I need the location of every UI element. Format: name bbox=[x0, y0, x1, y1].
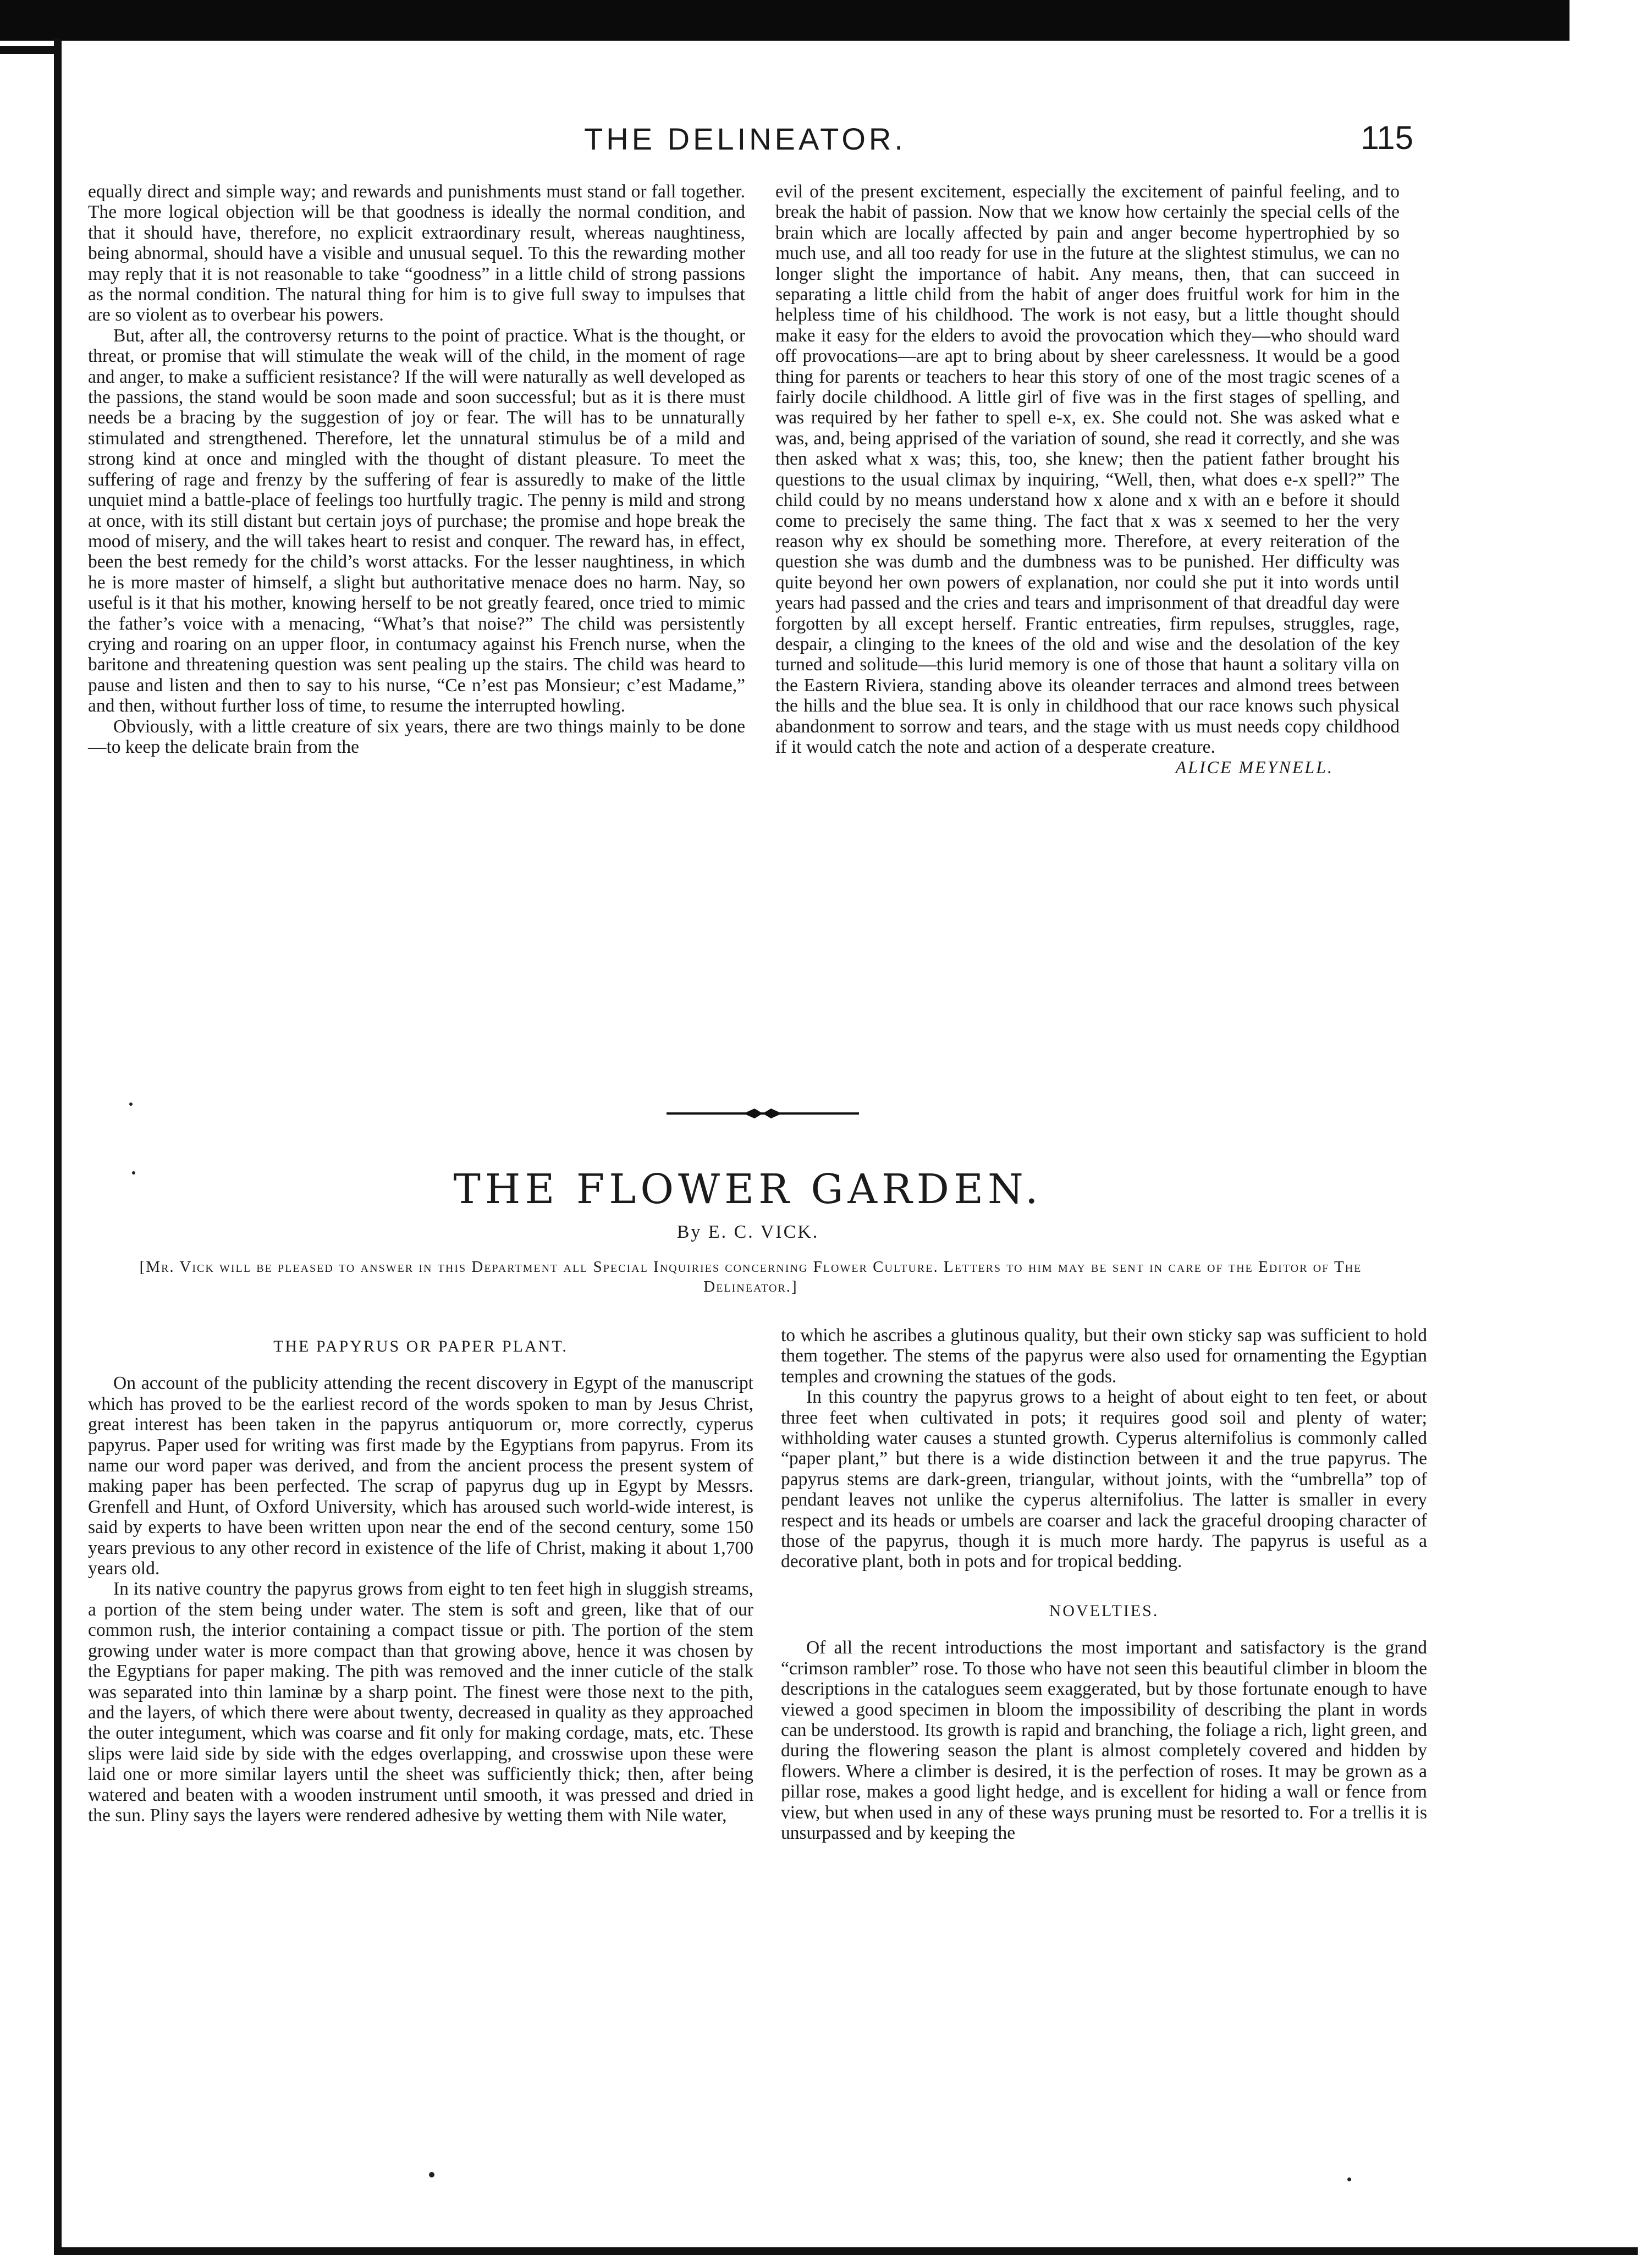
article-right-column bbox=[775, 181, 1400, 778]
article-left-column bbox=[88, 181, 745, 757]
flower-right-column bbox=[781, 1325, 1427, 1843]
scan-bottom-border bbox=[54, 2247, 1638, 2255]
scan-corner-mark bbox=[0, 46, 62, 54]
scan-top-border bbox=[0, 0, 1652, 41]
author-signature: ALICE MEYNELL. bbox=[1175, 757, 1334, 778]
novelties-paragraph: Of all the recent introductions the most important and satisfactory is the grand “crimson rambler” rose. To those who have not seen this beautiful climber in bloom the descriptions in the catalogues seem exaggerated, but by those fortunate enough to have viewed a good specimen in bloom the impossibility of describing the plant in words can be understood. Its growth is rapid and branching, the foliage a rich, light green, and during the flowering season the plant is almost completely covered and hidden by flowers. Where a climber is desired, it is the perfection of roses. It may be grown as a pillar rose, makes a good light hedge, and is excellent for hiding a wall or fence from view, but when used in any of these ways pruning must be resorted to. For a trellis it is unsurpassed and by keeping the bbox=[781, 1638, 1427, 1843]
scan-speck bbox=[129, 1102, 133, 1106]
papyrus-paragraph: In this country the papyrus grows to a height of about eight to ten feet, or about three feet when cultivated in pots; it requires good soil and plenty of water; withholding water causes a stunted growth. Cyperus alternifolius is commonly called “paper plant,” but there is a wide distinction between it and the true papyrus. The papyrus stems are dark-green, triangular, without joints, with the “umbrella” top of pendant leaves not unlike the cyperus alternifolius. The latter is smaller in every respect and its heads or umbels are coarser and lack the graceful drooping character of those of the papyrus, though it is much more hardy. The papyrus is useful as a decorative plant, both in pots and for tropical bedding. bbox=[781, 1387, 1427, 1572]
scan-speck bbox=[1347, 2177, 1351, 2181]
editorial-notice: [Mr. Vick will be pleased to answer in this Department all Special Inquiries concerning Flower Culture. Letters to him may be sent in care of the Editor of The Delineator.] bbox=[139, 1258, 1362, 1295]
section-title: THE FLOWER GARDEN. bbox=[453, 1166, 1043, 1213]
byline: By E. C. VICK. bbox=[676, 1222, 819, 1242]
page-header bbox=[77, 121, 1413, 165]
papyrus-paragraph: In its native country the papyrus grows from eight to ten feet high in sluggish streams, a portion of the stem being under water. The stem is soft and green, like that of our common rush, the interior containing a compact tissue or pith. The portion of the stem growing under water is more compact than that growing above, hence it was chosen by the Egyptians for paper making. The pith was removed and the inner cuticle of the stalk was separated into thin laminæ by a sharp point. The finest were those next to the pith, and the layers, of which there were about twenty, decreased in quality as they approached the outer integument, which was coarse and fit only for making cordage, mats, etc. These slips were laid side by side with the edges overlapping, and crosswise upon these were laid one or more similar layers until the sheet was sufficiently thick; then, after being watered and beaten with a wooden instrument until smooth, it was pressed and dried in the sun. Pliny says the layers were rendered adhesive by wetting them with Nile water, bbox=[88, 1579, 753, 1826]
scan-torn-corner bbox=[1570, 0, 1652, 41]
papyrus-paragraph: to which he ascribes a glutinous quality, but their own sticky sap was sufficient to hold them together. The stems of the papyrus were also used for ornamenting the Egyptian temples and crowning the statues of the gods. bbox=[781, 1325, 1427, 1387]
flower-left-column bbox=[88, 1336, 753, 1826]
article-paragraph: Obviously, with a little creature of six years, there are two things mainly to be done—to keep the delicate brain from the bbox=[88, 716, 745, 757]
papyrus-paragraph: On account of the publicity attending the recent discovery in Egypt of the manuscript which has proved to be the earliest record of the words spoken to man by Jesus Christ, great interest has been taken in the papyrus antiquorum or, more correctly, cyperus papyrus. Paper used for writing was first made by the Egyptians from papyrus. From its name our word paper was derived, and from the ancient process the present system of making paper has been perfected. The scrap of papyrus dug up in Egypt by Messrs. Grenfell and Hunt, of Oxford University, which has aroused such world-wide interest, is said by experts to have been written upon near the end of the second century, some 150 years previous to any other record in existence of the life of Christ, making it about 1,700 years old. bbox=[88, 1373, 753, 1579]
article-paragraph: But, after all, the controversy returns to the point of practice. What is the thought, or threat, or promise that will stimulate the weak will of the child, in the moment of rage and anger, to make a sufficient resistance? If the will were naturally as well developed as the passions, the stand would be soon made and soon successful; but as it is there must needs be a bracing by the suggestion of joy or fear. The will has to be unnaturally stimulated and strengthened. Therefore, let the unnatural stimulus be of a mild and strong kind at once and mingled with the thought of distant pleasure. To meet the suffering of rage and frenzy by the suffering of fear is assuredly to make of the little unquiet mind a battle-place of feelings too hurtfully tragic. The penny is mild and strong at once, with its still distant but certain joys of purchase; the promise and hope break the mood of misery, and the will takes heart to resist and conquer. The reward has, in effect, been the best remedy for the child’s worst attacks. For the lesser naughtiness, in which he is more master of himself, a slight but authoritative menace does no harm. Nay, so useful is it that his mother, knowing herself to be not greatly feared, once tried to mimic the father’s voice with a menacing, “What’s that noise?” The child was persistently crying and roaring on an upper floor, in contumacy against his French nurse, when the baritone and threatening question was sent pealing up the stairs. The child was heard to pause and listen and then to say to his nurse, “Ce n’est pas Monsieur; c’est Madame,” and then, without further loss of time, to resume the interrupted howling. bbox=[88, 325, 745, 716]
article-paragraph: equally direct and simple way; and rewards and punishments must stand or fall together. The more logical objection will be that goodness is ideally the normal condition, and that it should have, therefore, no explicit extraordinary result, whereas naughtiness, being abnormal, should have a visible and unusual sequel. To this the rewarding mother may reply that it is not reasonable to take “goodness” in a little child of strong passions as the normal condition. The natural thing for him is to give full sway to impulses that are so violent as to overbear his powers. bbox=[88, 181, 745, 326]
papyrus-heading: THE PAPYRUS OR PAPER PLANT. bbox=[273, 1337, 568, 1355]
page-number: 115 bbox=[1361, 119, 1413, 156]
magazine-title: THE DELINEATOR. bbox=[584, 122, 906, 156]
scan-speck bbox=[132, 1171, 135, 1175]
scan-left-border bbox=[54, 38, 62, 2255]
scan-speck bbox=[429, 2172, 434, 2177]
section-divider-ornament bbox=[667, 1105, 859, 1122]
novelties-heading: NOVELTIES. bbox=[1049, 1601, 1159, 1620]
article-paragraph: evil of the present excitement, especially the excitement of painful feeling, and to break the habit of passion. Now that we know how certainly the special cells of the brain which are locally affected by pain and anger become hypertrophied by so much use, and all too ready for use in the future at the slightest stimulus, we can no longer slight the importance of habit. Any means, then, that can succeed in separating a little child from the habit of anger does fruitful work for him in the helpless time of his childhood. The work is not easy, but a little thought should make it easy for the elders to avoid the provocation which they—who should ward off provocations—are apt to bring about by sheer carelessness. It would be a good thing for parents or teachers to hear this story of one of the most tragic scenes of a fairly docile childhood. A little girl of five was in the first stages of spelling, and was required by her father to spell e-x, ex. She could not. She was asked what e was, and, being apprised of the variation of sound, she read it correctly, and she was then asked what x was; this, too, she knew; then the patient father brought his questions to the usual climax by inquiring, “Well, then, what does e-x spell?” The child could by no means understand how x alone and x with an e before it should come to precisely the same thing. The fact that x was x seemed to her the very reason why ex should be something more. Therefore, at every reiteration of the question she was dumb and the dumbness was to be punished. Her difficulty was quite beyond her own powers of explanation, nor could she put it into words until years had passed and the cries and tears and imprisonment of that dreadful day were forgotten by all except herself. Frantic entreaties, firm repulses, struggles, rage, despair, a clinging to the knees of the old and wise and the desolation of the key turned and solitude—this lurid memory is one of those that haunt a solitary villa on the Eastern Riviera, standing above its oleander terraces and almond trees between the hills and the blue sea. It is only in childhood that our race knows such physical abandonment to sorrow and tears, and the stage with us must needs copy childhood if it would catch the note and action of a desperate creature. bbox=[775, 181, 1400, 757]
